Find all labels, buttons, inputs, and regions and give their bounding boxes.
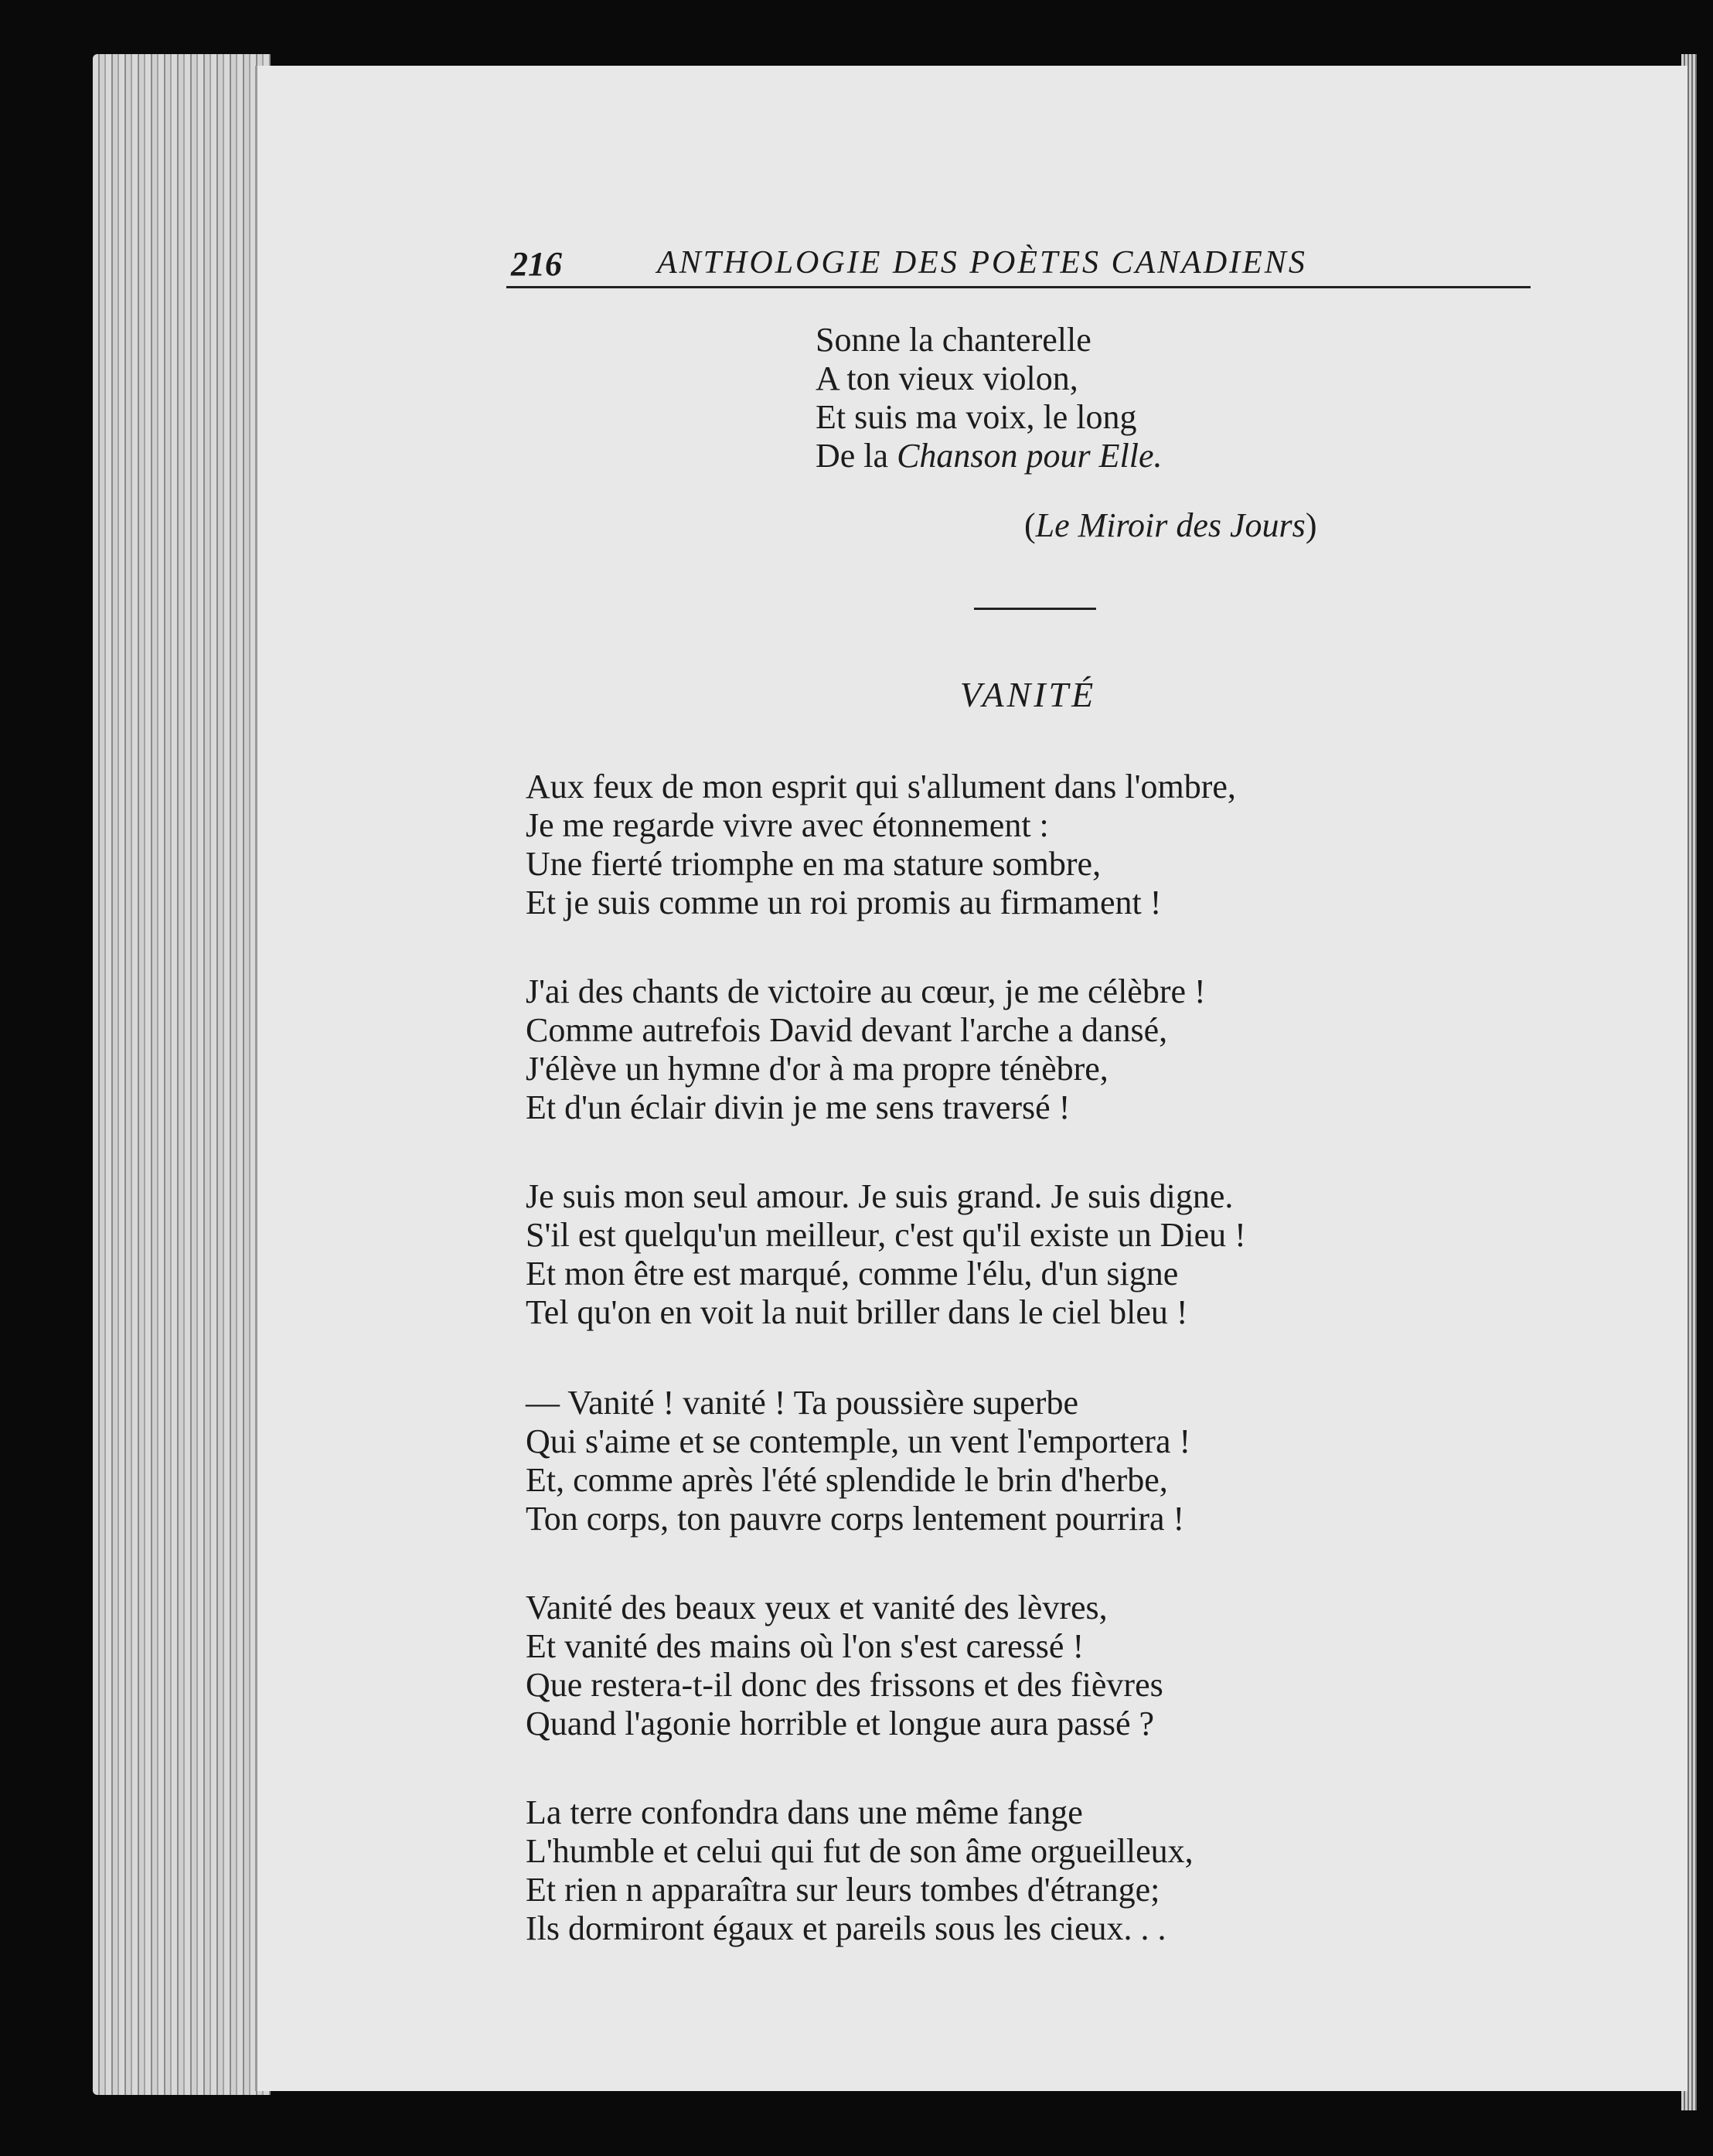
verse-line: Et suis ma voix, le long <box>816 398 1137 436</box>
source-title: Le Miroir des Jours <box>1035 506 1306 544</box>
verse-line: Et rien n apparaîtra sur leurs tombes d'étrange; <box>526 1871 1160 1909</box>
stanza-5 <box>526 1589 1163 1743</box>
verse-line: Qui s'aime et se contemple, un vent l'emportera ! <box>526 1422 1191 1460</box>
section-separator <box>974 608 1096 610</box>
verse-line: J'ai des chants de victoire au cœur, je me célèbre ! <box>526 972 1206 1010</box>
verse-line <box>816 437 1163 475</box>
verse-line: Quand l'agonie horrible et longue aura passé ? <box>526 1705 1155 1742</box>
verse-line: Une fierté triomphe en ma stature sombre, <box>526 845 1102 883</box>
stanza-2 <box>526 972 1206 1127</box>
verse-line: Et je suis comme un roi promis au firmament ! <box>526 884 1162 921</box>
verse-line: Je me regarde vivre avec étonnement : <box>526 806 1049 844</box>
verse-line: Vanité des beaux yeux et vanité des lèvres, <box>526 1589 1108 1626</box>
italic-title-fragment: Chanson pour Elle <box>897 437 1154 475</box>
verse-fragment: . <box>1153 437 1163 475</box>
book-page-edges <box>93 54 271 2095</box>
verse-line: Aux feux de mon esprit qui s'allument dans l'ombre, <box>526 768 1236 806</box>
source-citation <box>1024 506 1316 545</box>
intro-stanza <box>816 321 1163 475</box>
verse-line: Que restera-t-il donc des frissons et des fièvres <box>526 1666 1163 1704</box>
verse-line: Tel qu'on en voit la nuit briller dans le ciel bleu ! <box>526 1293 1188 1331</box>
verse-line: Et d'un éclair divin je me sens traversé ! <box>526 1088 1071 1126</box>
verse-line: L'humble et celui qui fut de son âme orgueilleux, <box>526 1832 1194 1870</box>
running-title: ANTHOLOGIE DES POÈTES CANADIENS <box>657 245 1307 281</box>
poem-title: VANITÉ <box>959 675 1097 714</box>
stanza-3 <box>526 1177 1246 1332</box>
close-paren: ) <box>1305 506 1317 544</box>
stanza-1 <box>526 768 1236 922</box>
verse-line: Je suis mon seul amour. Je suis grand. Je suis digne. <box>526 1177 1234 1215</box>
stanza-6 <box>526 1793 1194 1948</box>
verse-line: — Vanité ! vanité ! Ta poussière superbe <box>526 1384 1078 1422</box>
verse-line: Ils dormiront égaux et pareils sous les cieux. . . <box>526 1909 1166 1947</box>
running-header <box>506 240 1531 288</box>
verse-fragment: De la <box>816 437 897 475</box>
verse-line: J'élève un hymne d'or à ma propre ténèbre, <box>526 1050 1109 1088</box>
verse-line: Et vanité des mains où l'on s'est caressé ! <box>526 1627 1085 1665</box>
verse-line: Comme autrefois David devant l'arche a dansé, <box>526 1011 1168 1049</box>
verse-line: La terre confondra dans une même fange <box>526 1793 1083 1831</box>
open-paren: ( <box>1024 506 1036 544</box>
verse-line: Sonne la chanterelle <box>816 321 1091 359</box>
page-number: 216 <box>511 245 562 283</box>
verse-line: Ton corps, ton pauvre corps lentement pourrira ! <box>526 1500 1185 1538</box>
verse-line: Et mon être est marqué, comme l'élu, d'un signe <box>526 1255 1179 1293</box>
verse-line: Et, comme après l'été splendide le brin d'herbe, <box>526 1461 1168 1499</box>
verse-line: A ton vieux violon, <box>816 359 1078 397</box>
verse-line: S'il est quelqu'un meilleur, c'est qu'il existe un Dieu ! <box>526 1216 1246 1254</box>
stanza-4 <box>526 1384 1190 1538</box>
